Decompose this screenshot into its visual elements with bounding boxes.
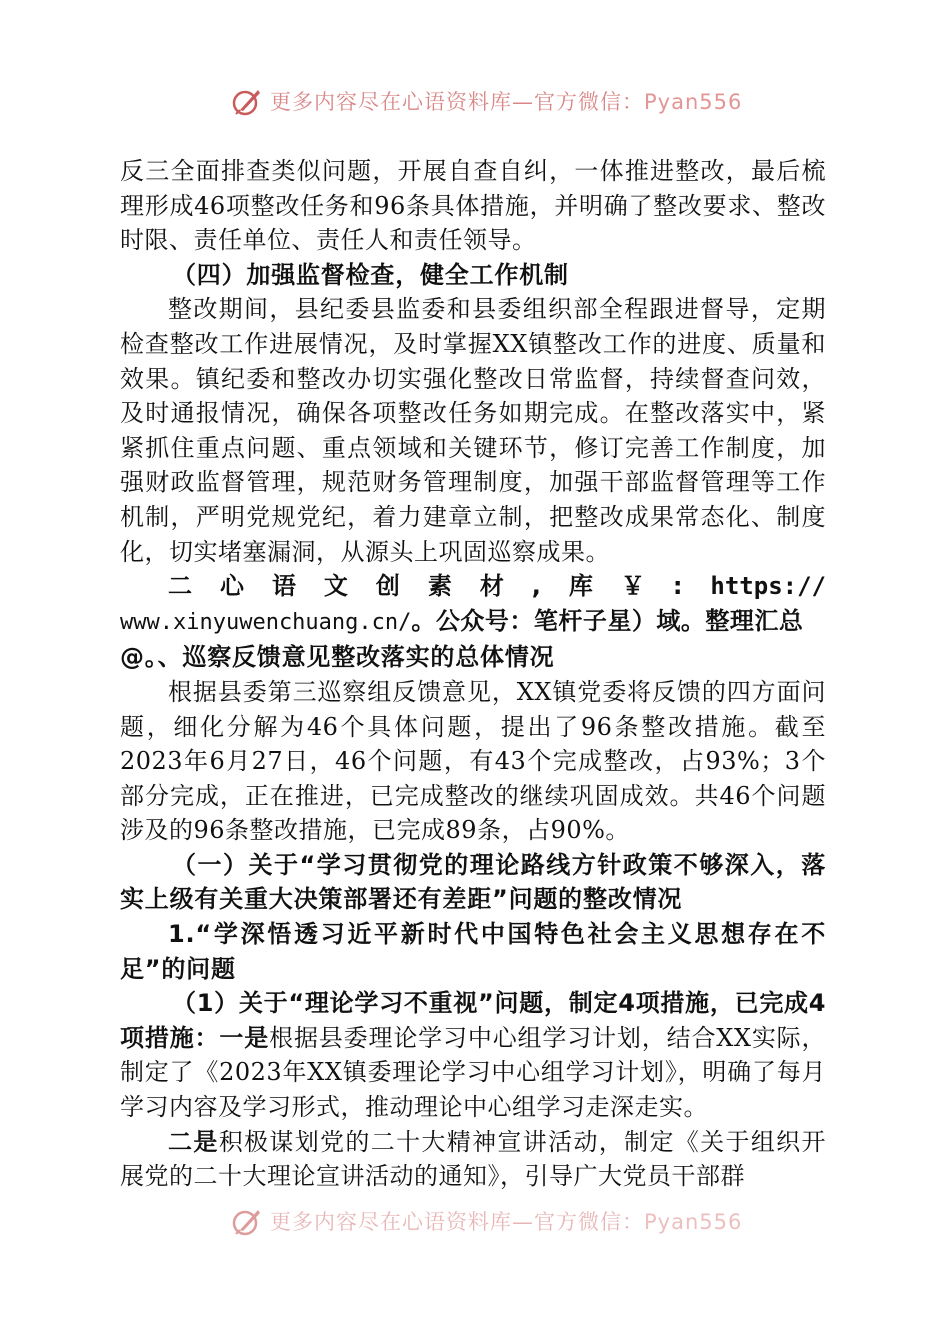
- document-body: [120, 154, 826, 1194]
- garbled-promo-url-line: www.xinyuwenchuang.cn/。公众号：笔杆子星）域。整理汇总: [120, 606, 804, 635]
- heading-subsection-one: （一）关于“学习贯彻党的理论路线方针政策不够深入，落实上级有关重大决策部署还有差距”问题的整改情况: [120, 850, 826, 914]
- heading-item-1: 1.“学深悟透习近平新时代中国特色社会主义思想存在不足”的问题: [120, 920, 826, 983]
- paragraph-measure-1: （1）关于“理论学习不重视”问题，制定4项措施，已完成4项措施：一是根据县委理论学习中心组学习计划，结合XX实际，制定了《2023年XX镇委理论学习中心组学习计划》，明确了每月学习内容及学习形式，推动理论中心组学习走深走实。: [120, 989, 827, 1122]
- garbled-promo-line: 二 心 语 文 创 素 材 , 库 ￥ : https://: [168, 572, 826, 601]
- watermark-text: 更多内容尽在心语资料库—官方微信：Pyan556: [270, 1210, 743, 1234]
- paragraph-continued: 反三全面排查类似问题，开展自查自纠，一体推进整改，最后梳理形成46项整改任务和96条具体措施，并明确了整改要求、整改时限、责任单位、责任人和责任领导。: [120, 157, 826, 255]
- heading-section-four: （四）加强监督检查，健全工作机制: [172, 260, 569, 289]
- watermark-text: 更多内容尽在心语资料库—官方微信：Pyan556: [270, 90, 743, 114]
- watermark-header: [230, 84, 742, 118]
- paragraph-measure-2: 二是积极谋划党的二十大精神宣讲活动，制定《关于组织开展党的二十大理论宣讲活动的通知》，引导广大党员干部群: [120, 1127, 827, 1191]
- watermark-footer: [230, 1204, 742, 1238]
- heading-overall-situation: @。、巡察反馈意见整改落实的总体情况: [120, 643, 555, 672]
- quill-pen-logo-icon: [230, 1204, 264, 1238]
- paragraph-overall-stats: 根据县委第三巡察组反馈意见，XX镇党委将反馈的四方面问题，细化分解为46个具体问题，提出了96条整改措施。截至2023年6月27日，46个问题，有43个完成整改，占93%；3个部分完成，正在推进，已完成整改的继续巩固成效。共46个问题涉及的96条整改措施，已完成89条，占90%。: [120, 677, 826, 845]
- quill-pen-logo-icon: [230, 84, 264, 118]
- paragraph-supervision: 整改期间，县纪委县监委和县委组织部全程跟进督导，定期检查整改工作进展情况，及时掌握XX镇整改工作的进度、质量和效果。镇纪委和整改办切实强化整改日常监督，持续督查问效，及时通报情况，确保各项整改任务如期完成。在整改落实中，紧紧抓住重点问题、重点领域和关键环节，修订完善工作制度，加强财政监督管理，规范财务管理制度，加强干部监督管理等工作机制，严明党规党纪，着力建章立制，把整改成果常态化、制度化，切实堵塞漏洞，从源头上巩固巡察成果。: [120, 295, 826, 566]
